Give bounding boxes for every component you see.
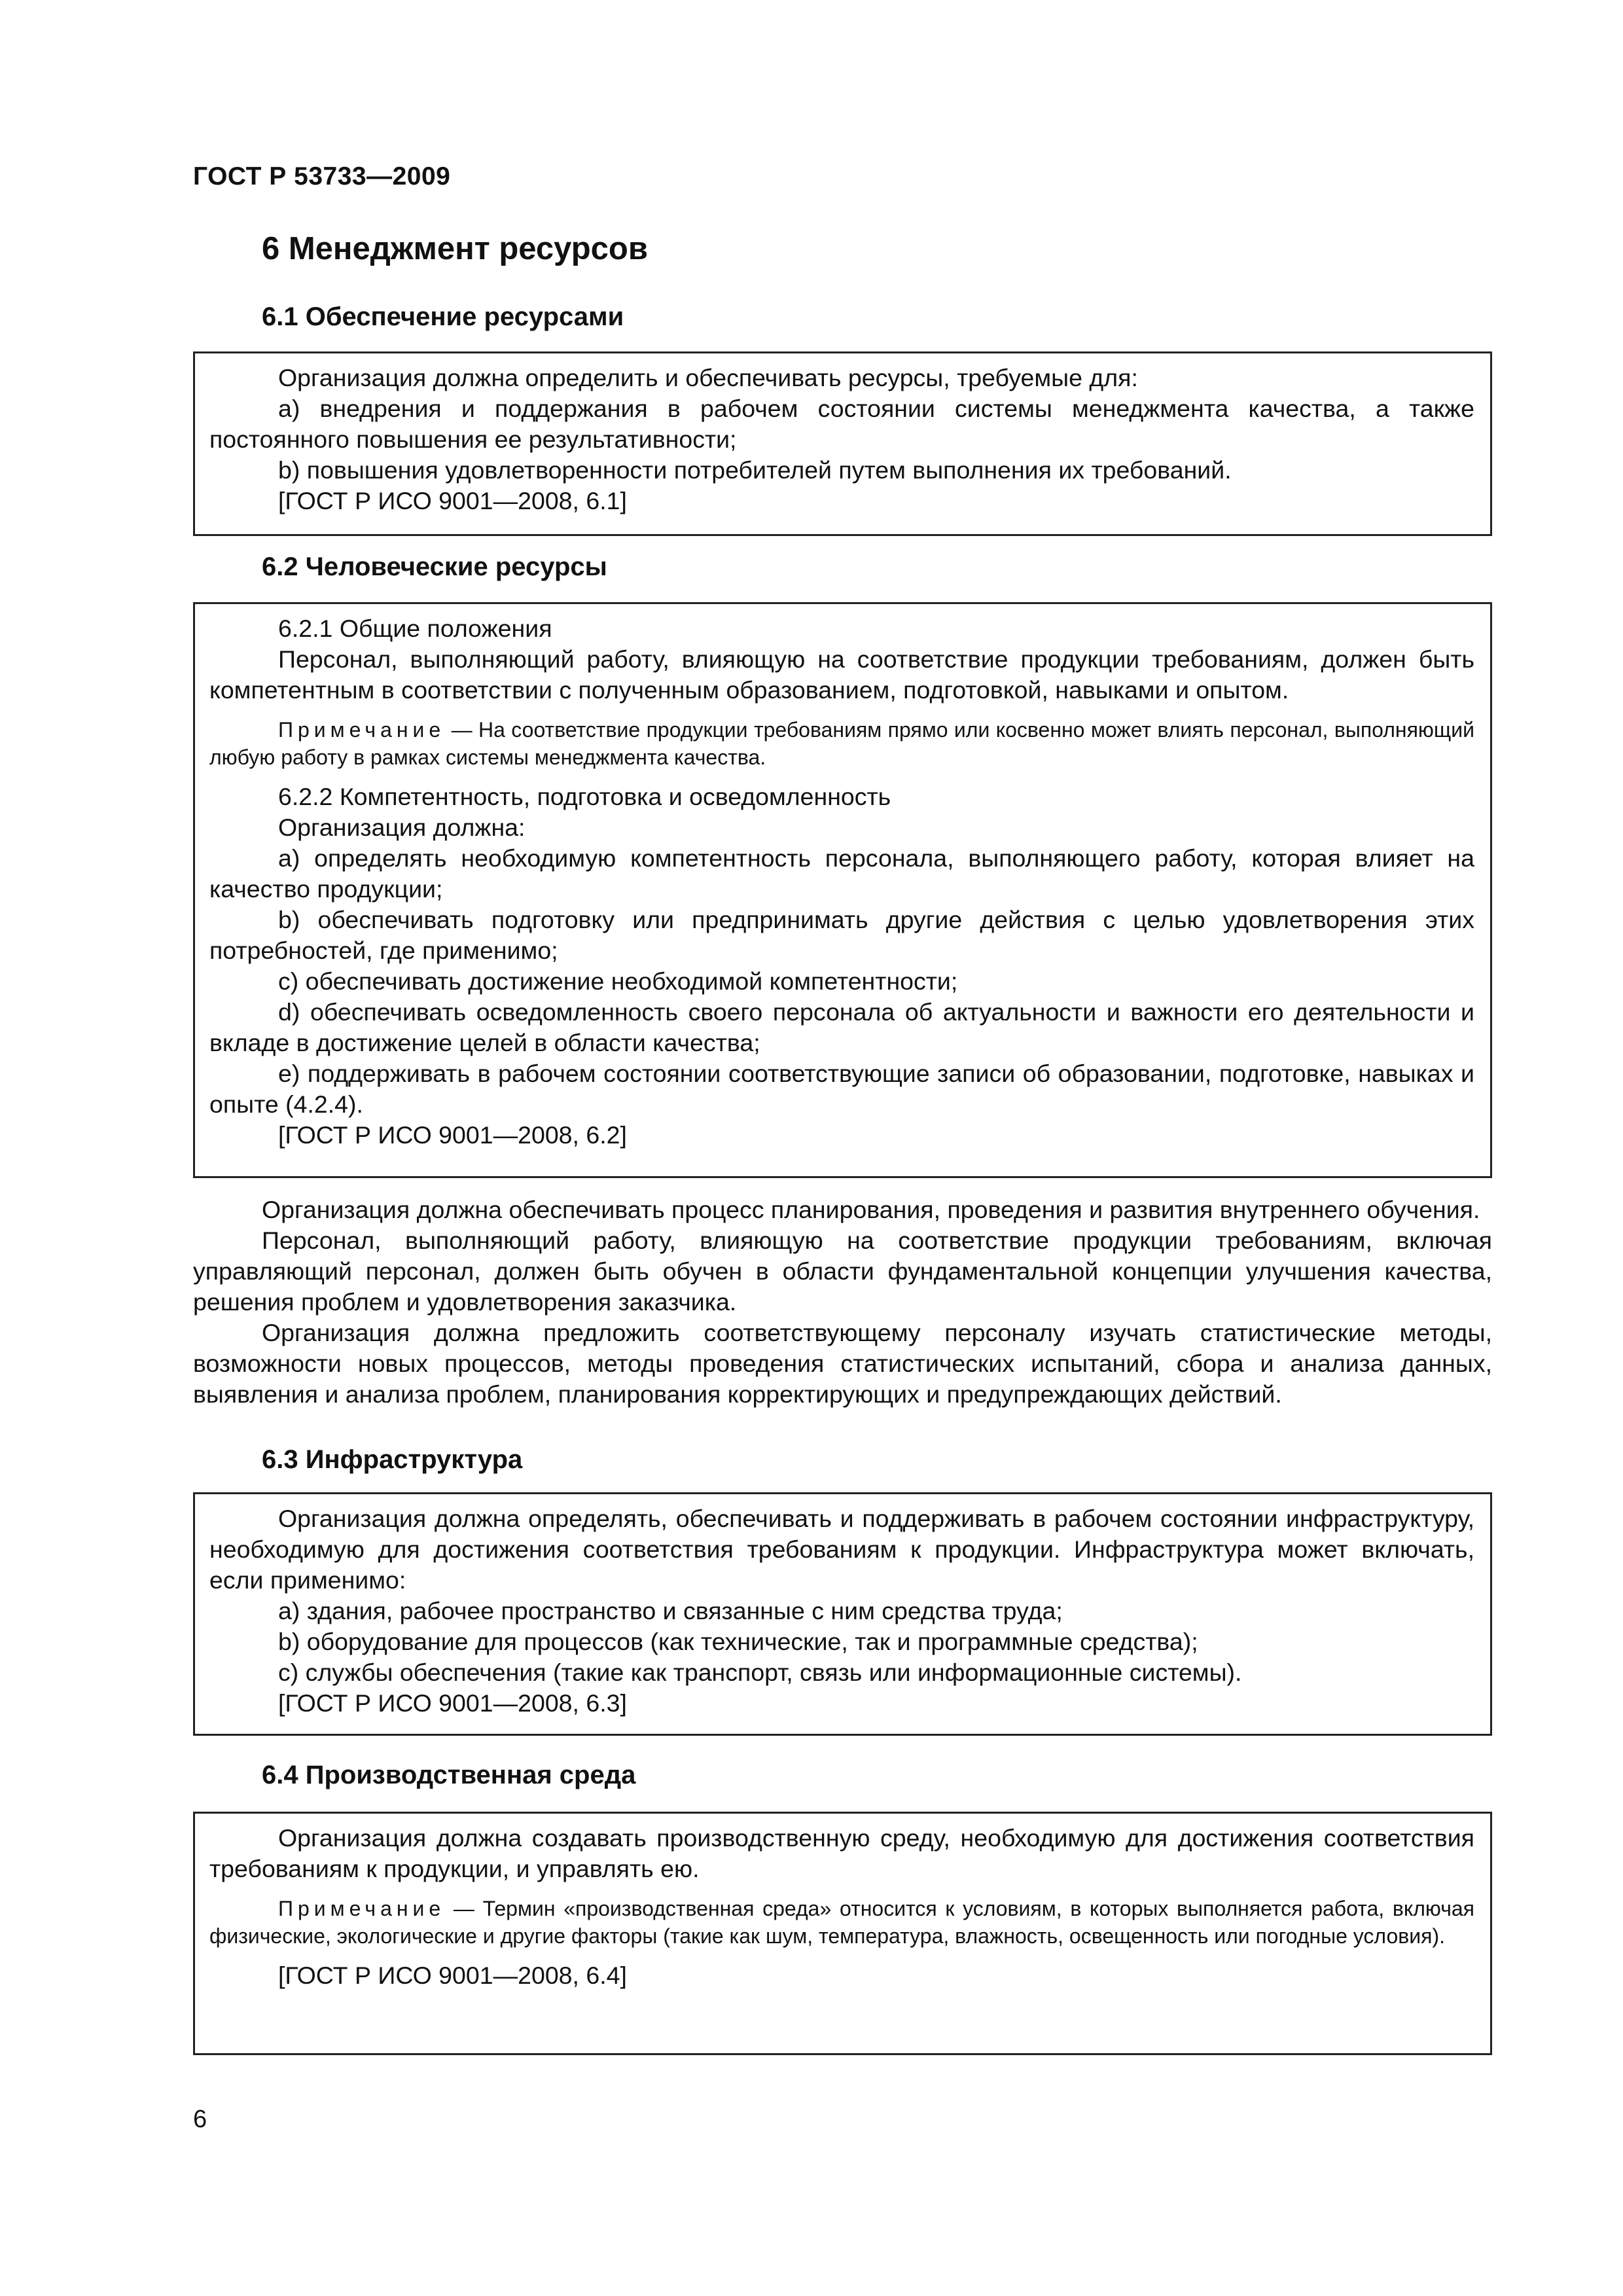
clause-title-6-2-1: 6.2.1 Общие положения: [278, 615, 552, 642]
paragraph: Персонал, выполняющий работу, влияющую на соответствие продукции требованиям, должен быть компетентным в соответствии с полученным образованием, подготовкой, навыками и опытом.: [209, 645, 1474, 704]
paragraph: Организация должна определить и обеспечивать ресурсы, требуемые для:: [278, 364, 1138, 391]
note-text: — На соответствие продукции требованиям прямо или косвенно может влиять персонал, выполняющий любую работу в рамках системы менеджмента качества.: [209, 718, 1475, 769]
note: [209, 1895, 1474, 1950]
subsection-title-6-4: 6.4 Производственная среда: [262, 1761, 636, 1789]
paragraph: Организация должна:: [278, 814, 526, 841]
paragraph: Организация должна создавать производственную среду, необходимую для достижения соответствия требованиям к продукции, и управлять ею.: [209, 1824, 1474, 1882]
document-header-code: ГОСТ Р 53733—2009: [193, 162, 451, 190]
paragraph: Персонал, выполняющий работу, влияющую на соответствие продукции требованиям, включая управляющий персонал, должен быть обучен в области фундаментальной концепции улучшения качества, решения проблем и удовлетворения заказчика.: [193, 1227, 1492, 1316]
subsection-title-6-2: 6.2 Человеческие ресурсы: [262, 552, 607, 581]
list-item-a: а) внедрения и поддержания в рабочем состоянии системы менеджмента качества, а также постоянного повышения ее результативности;: [209, 395, 1474, 453]
list-item-b: b) повышения удовлетворенности потребителей путем выполнения их требований.: [278, 456, 1232, 484]
section-title: 6 Менеджмент ресурсов: [262, 231, 648, 266]
paragraph: Организация должна обеспечивать процесс планирования, проведения и развития внутреннего обучения.: [262, 1196, 1480, 1223]
reference: [ГОСТ Р ИСО 9001—2008, 6.3]: [278, 1689, 627, 1717]
note-label: Примечание: [278, 718, 446, 742]
subsection-title-6-1: 6.1 Обеспечение ресурсами: [262, 302, 624, 331]
reference: [ГОСТ Р ИСО 9001—2008, 6.1]: [278, 487, 627, 514]
body-text-6-2: [193, 1194, 1492, 1410]
paragraph: Организация должна определять, обеспечивать и поддерживать в рабочем состоянии инфраструктуру, необходимую для достижения соответствия требованиям к продукции. Инфраструктура может включать, если применимо:: [209, 1505, 1474, 1594]
list-item-a: а) здания, рабочее пространство и связанные с ним средства труда;: [278, 1597, 1063, 1624]
clause-title-6-2-2: 6.2.2 Компетентность, подготовка и осведомленность: [278, 783, 891, 810]
note-label: Примечание: [278, 1897, 446, 1920]
page-number: 6: [193, 2106, 207, 2133]
list-item-b: b) оборудование для процессов (как технические, так и программные средства);: [278, 1628, 1198, 1655]
quote-box-6-2: [193, 602, 1492, 1178]
quote-box-6-3: [193, 1492, 1492, 1736]
list-item-c: c) обеспечивать достижение необходимой компетентности;: [278, 967, 958, 995]
list-item-b: b) обеспечивать подготовку или предпринимать другие действия с целью удовлетворения этих потребностей, где применимо;: [209, 906, 1474, 964]
list-item-a: а) определять необходимую компетентность персонала, выполняющего работу, которая влияет на качество продукции;: [209, 844, 1474, 903]
document-page: [193, 0, 1505, 2296]
note: [209, 716, 1474, 771]
reference: [ГОСТ Р ИСО 9001—2008, 6.4]: [278, 1962, 627, 1989]
paragraph: Организация должна предложить соответствующему персоналу изучать статистические методы, возможности новых процессов, методы проведения статистических испытаний, сбора и анализа данных, выявления и анализа проблем, планирования корректирующих и предупреждающих действий.: [193, 1319, 1492, 1408]
quote-box-6-4: [193, 1812, 1492, 2055]
list-item-e: e) поддерживать в рабочем состоянии соответствующие записи об образовании, подготовке, навыках и опыте (4.2.4).: [209, 1060, 1474, 1118]
quote-box-6-1: [193, 351, 1492, 536]
list-item-c: c) службы обеспечения (такие как транспорт, связь или информационные системы).: [278, 1659, 1242, 1686]
list-item-d: d) обеспечивать осведомленность своего персонала об актуальности и важности его деятельности и вкладе в достижение целей в области качества;: [209, 998, 1474, 1056]
subsection-title-6-3: 6.3 Инфраструктура: [262, 1445, 523, 1474]
note-text: — Термин «производственная среда» относится к условиям, в которых выполняется работа, включая физические, экологические и другие факторы (такие как шум, температура, влажность, освещенность или погодные условия).: [209, 1897, 1475, 1948]
reference: [ГОСТ Р ИСО 9001—2008, 6.2]: [278, 1121, 627, 1149]
